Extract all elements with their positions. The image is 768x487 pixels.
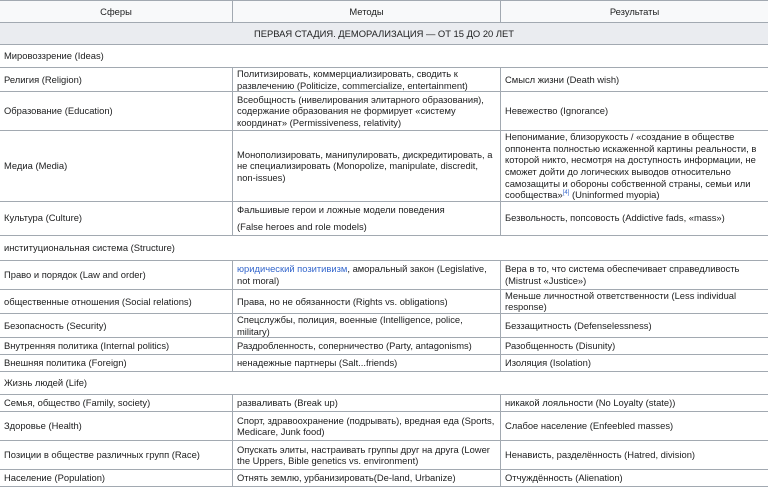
method-cell: Опускать элиты, настраивать группы друг на друга (Lower the Uppers, Bible genetics vs. environment) xyxy=(233,441,501,470)
sphere-cell: Безопасность (Security) xyxy=(0,313,233,337)
method-text-line2: (False heroes and role models) xyxy=(237,221,367,232)
method-cell xyxy=(233,260,501,289)
method-cell: Отнять землю, урбанизировать(De-land, Urbanize) xyxy=(233,470,501,487)
sphere-cell: Право и порядок (Law and order) xyxy=(0,260,233,289)
result-cell: Безвольность, попсовость (Addictive fads, «mass») xyxy=(501,201,768,235)
method-text: Фальшивые герои и ложные модели поведения xyxy=(237,204,445,215)
result-cell: Беззащитность (Defenselessness) xyxy=(501,313,768,337)
result-tail: (Uninformed myopia) xyxy=(569,189,659,200)
sphere-cell: Население (Population) xyxy=(0,470,233,487)
method-cell: Права, но не обязанности (Rights vs. obligations) xyxy=(233,289,501,313)
method-cell: Монополизировать, манипулировать, дискредитировать, а не специализировать (Monopolize, manipulate, discredit, non-issues) xyxy=(233,131,501,202)
table-row xyxy=(0,289,768,313)
result-text: Непонимание, близорукость / «создание в обществе оппонента полностью искаженной картины реальности, в которой никто, несмотря на доступность информации, не сможет дойти до логических выводов относительно самозащиты и обороны собственной страны, семьи или сообщества» xyxy=(505,131,756,200)
table-row xyxy=(0,68,768,92)
sphere-cell: Религия (Religion) xyxy=(0,68,233,92)
sphere-cell: общественные отношения (Social relations) xyxy=(0,289,233,313)
column-header-spheres[interactable]: Сферы xyxy=(0,1,233,23)
section-row xyxy=(0,45,768,68)
result-cell: Вера в то, что система обеспечивает справедливость (Mistrust «Justice») xyxy=(501,260,768,289)
column-header-results[interactable]: Результаты xyxy=(501,1,768,23)
table-row xyxy=(0,338,768,355)
table-row xyxy=(0,313,768,337)
result-cell: Меньше личностной ответственности (Less individual response) xyxy=(501,289,768,313)
result-cell xyxy=(501,131,768,202)
table-row xyxy=(0,441,768,470)
section-title-structure: институциональная система (Structure) xyxy=(0,235,768,260)
result-cell: Слабое население (Enfeebled masses) xyxy=(501,412,768,441)
method-cell: Раздробленность, соперничество (Party, antagonisms) xyxy=(233,338,501,355)
section-row xyxy=(0,372,768,395)
sphere-cell: Семья, общество (Family, society) xyxy=(0,395,233,412)
table-row xyxy=(0,201,768,235)
section-title-ideas: Мировоззрение (Ideas) xyxy=(0,45,768,68)
method-cell: разваливать (Break up) xyxy=(233,395,501,412)
header-row xyxy=(0,1,768,23)
table-row xyxy=(0,131,768,202)
table-row xyxy=(0,260,768,289)
result-cell: Отчуждённость (Alienation) xyxy=(501,470,768,487)
section-row xyxy=(0,235,768,260)
method-cell: ненадежные партнеры (Salt...friends) xyxy=(233,355,501,372)
method-cell: Спецслужбы, полиция, военные (Intelligence, police, military) xyxy=(233,313,501,337)
method-cell: Всеобщность (нивелирования элитарного образования), содержание образования не формирует «систему координат» (Permissiveness, relativity) xyxy=(233,92,501,131)
result-cell: Изоляция (Isolation) xyxy=(501,355,768,372)
table-row xyxy=(0,355,768,372)
reference-link[interactable]: [4] xyxy=(563,190,570,196)
sphere-cell: Позиции в обществе различных групп (Race) xyxy=(0,441,233,470)
table-row xyxy=(0,395,768,412)
result-cell: Невежество (Ignorance) xyxy=(501,92,768,131)
table-row xyxy=(0,92,768,131)
column-header-methods[interactable]: Методы xyxy=(233,1,501,23)
sphere-cell: Внутренняя политика (Internal politics) xyxy=(0,338,233,355)
stage-row xyxy=(0,23,768,45)
result-cell: Ненависть, разделённость (Hatred, division) xyxy=(501,441,768,470)
sphere-cell: Культура (Culture) xyxy=(0,201,233,235)
sphere-cell: Здоровье (Health) xyxy=(0,412,233,441)
stage-title: ПЕРВАЯ СТАДИЯ. ДЕМОРАЛИЗАЦИЯ — ОТ 15 ДО 20 ЛЕТ xyxy=(0,23,768,45)
result-cell: никакой лояльности (No Loyalty (state)) xyxy=(501,395,768,412)
section-title-life: Жизнь людей (Life) xyxy=(0,372,768,395)
method-cell xyxy=(233,201,501,235)
sphere-cell: Внешняя политика (Foreign) xyxy=(0,355,233,372)
method-text: , аморальный закон (Legislative, not moral) xyxy=(237,263,487,286)
method-cell: Спорт, здравоохранение (подрывать), вредная еда (Sports, Medicare, Junk food) xyxy=(233,412,501,441)
table-row xyxy=(0,412,768,441)
table-row xyxy=(0,470,768,487)
method-cell: Политизировать, коммерциализировать, сводить к развлечению (Politicize, commercialize, entertainment) xyxy=(233,68,501,92)
result-cell: Смысл жизни (Death wish) xyxy=(501,68,768,92)
sphere-cell: Медиа (Media) xyxy=(0,131,233,202)
legal-positivism-link[interactable]: юридический позитивизм xyxy=(237,263,347,274)
result-cell: Разобщенность (Disunity) xyxy=(501,338,768,355)
sphere-cell: Образование (Education) xyxy=(0,92,233,131)
